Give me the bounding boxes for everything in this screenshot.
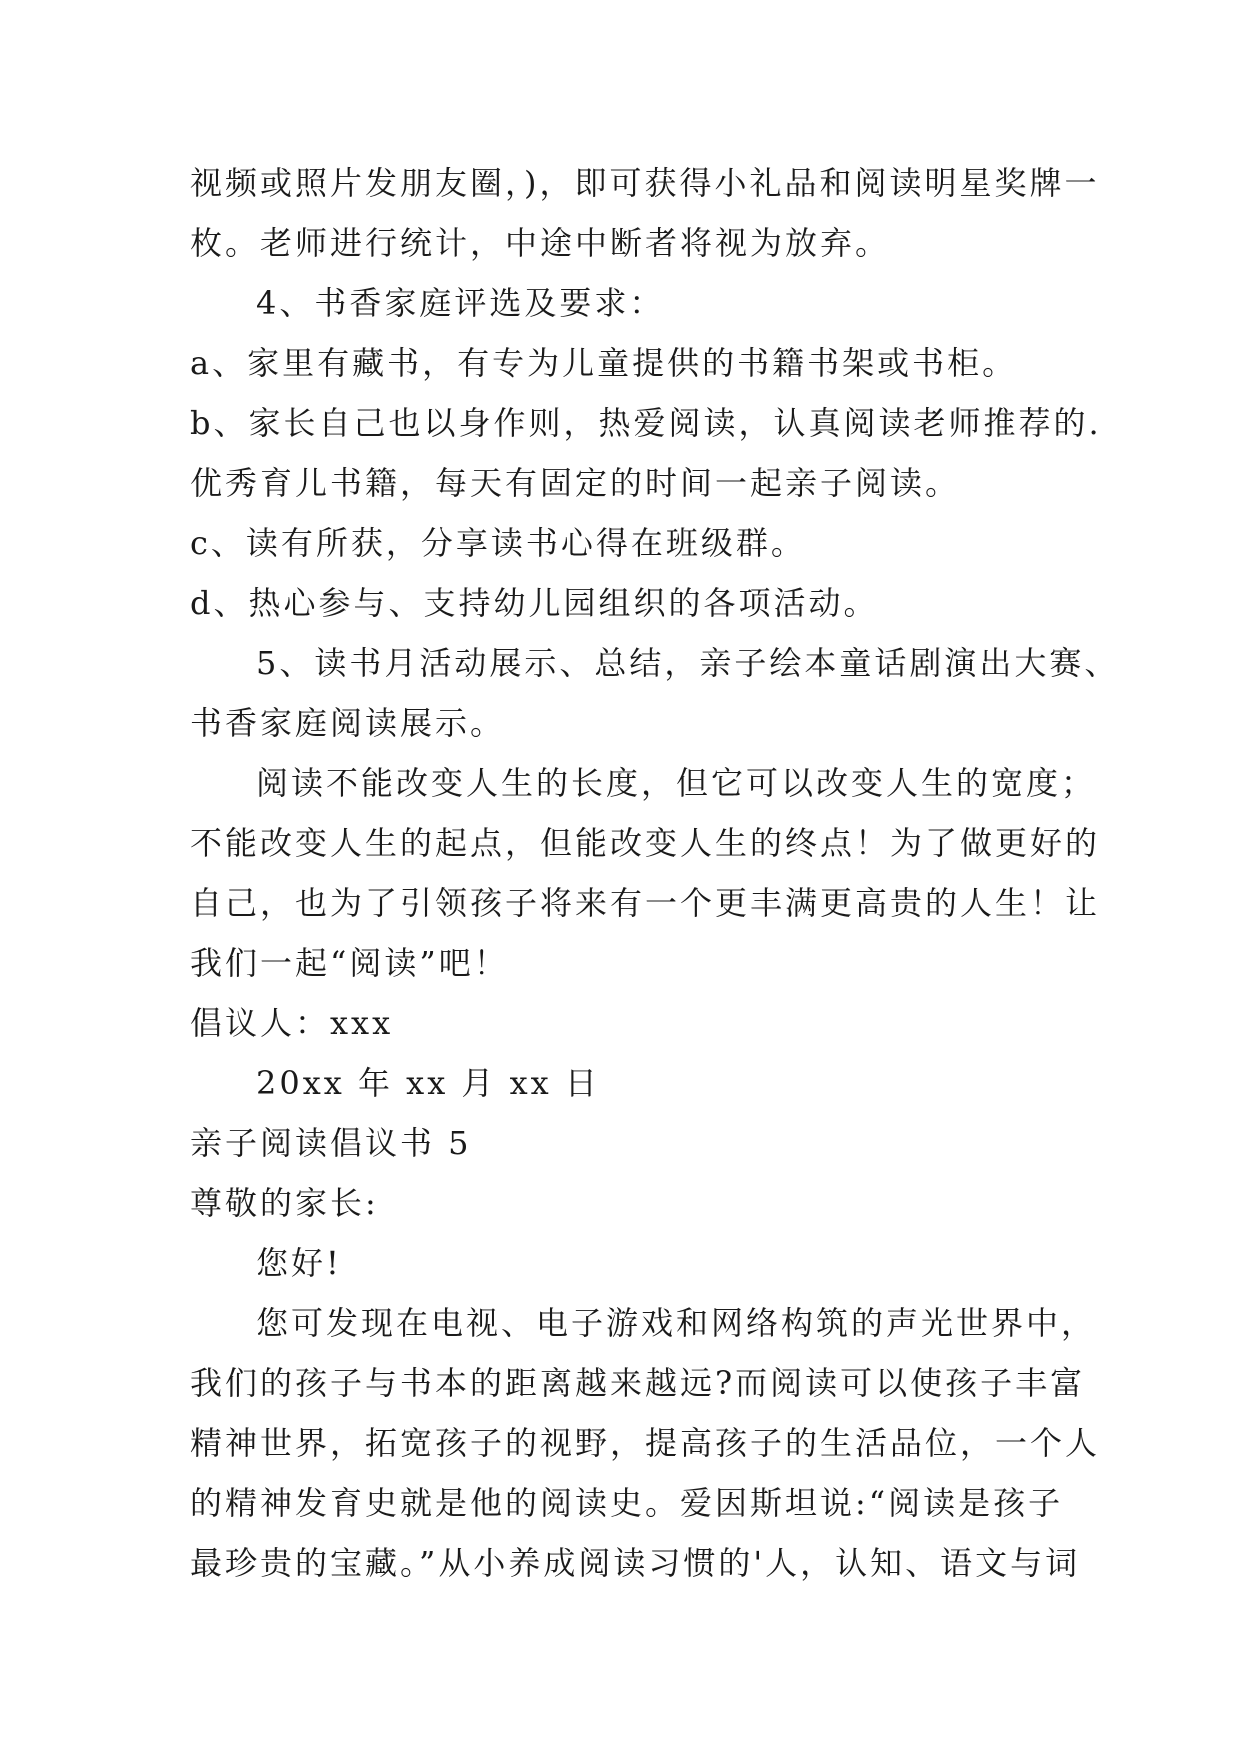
text-line: 5、读书月活动展示、总结，亲子绘本童话剧演出大赛、 bbox=[256, 644, 1120, 682]
text-line: 枚。老师进行统计，中途中断者将视为放弃。 bbox=[190, 224, 891, 262]
text-line: c、读有所获，分享读书心得在班级群。 bbox=[190, 524, 806, 562]
text-line: 视频或照片发朋友圈，)，即可获得小礼品和阅读明星奖牌一 bbox=[190, 164, 1100, 202]
text-line: 优秀育儿书籍，每天有固定的时间一起亲子阅读。 bbox=[190, 464, 961, 502]
text-line: 阅读不能改变人生的长度，但它可以改变人生的宽度； bbox=[256, 764, 1097, 802]
text-line: 不能改变人生的起点，但能改变人生的终点！为了做更好的 bbox=[190, 824, 1101, 862]
text-line: 的精神发育史就是他的阅读史。爱因斯坦说:“阅读是孩子 bbox=[190, 1484, 1064, 1522]
text-line: 4、书香家庭评选及要求： bbox=[256, 284, 665, 322]
salutation: 尊敬的家长: bbox=[190, 1184, 379, 1222]
text-line: 精神世界，拓宽孩子的视野，提高孩子的生活品位，一个人 bbox=[190, 1424, 1101, 1462]
text-line: 我们一起“阅读”吧！ bbox=[190, 944, 509, 982]
text-line: 自己，也为了引领孩子将来有一个更丰满更高贵的人生！让 bbox=[190, 884, 1101, 922]
section-title: 亲子阅读倡议书 5 bbox=[190, 1124, 472, 1162]
text-line: 您可发现在电视、电子游戏和网络构筑的声光世界中， bbox=[256, 1304, 1097, 1342]
text-line: 我们的孩子与书本的距离越来越远?而阅读可以使孩子丰富 bbox=[190, 1364, 1086, 1402]
text-line: 最珍贵的宝藏。”从小养成阅读习惯的'人，认知、语文与词 bbox=[190, 1544, 1081, 1582]
signature-line: 倡议人：xxx bbox=[190, 1004, 394, 1042]
greeting: 您好! bbox=[256, 1244, 342, 1282]
text-line: 书香家庭阅读展示。 bbox=[190, 704, 506, 742]
text-line: d、热心参与、支持幼儿园组织的各项活动。 bbox=[190, 584, 879, 622]
date-line: 20xx 年 xx 月 xx 日 bbox=[256, 1064, 600, 1102]
text-line: a、家里有藏书，有专为儿童提供的书籍书架或书柜。 bbox=[190, 344, 1018, 382]
text-line: b、家长自己也以身作则，热爱阅读，认真阅读老师推荐的. bbox=[190, 404, 1102, 442]
